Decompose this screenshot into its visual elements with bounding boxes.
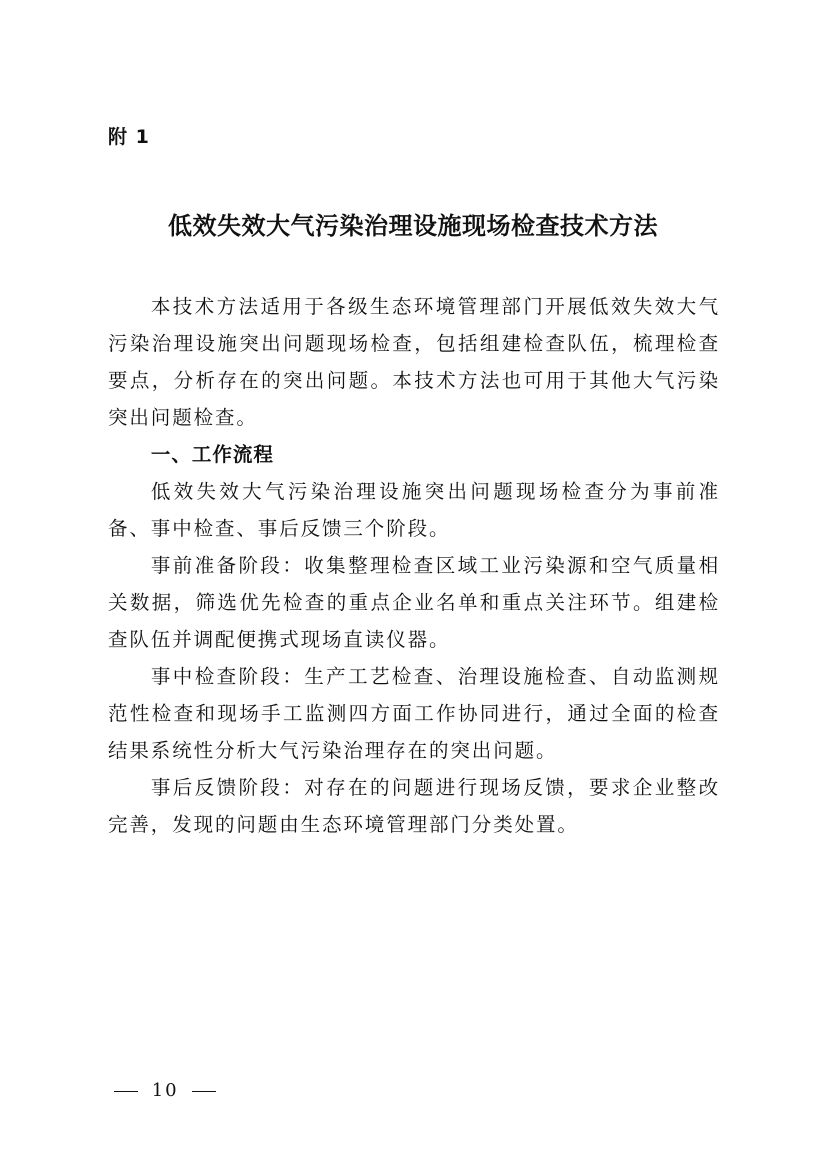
feedback-paragraph: 事后反馈阶段：对存在的问题进行现场反馈，要求企业整改完善，发现的问题由生态环境管理部门分类处置。 bbox=[108, 776, 720, 836]
inspection-paragraph: 事中检查阶段：生产工艺检查、治理设施检查、自动监测规范性检查和现场手工监测四方面工作协同进行，通过全面的检查结果系统性分析大气污染治理存在的突出问题。 bbox=[108, 665, 720, 762]
dash-right-icon bbox=[192, 1091, 216, 1092]
attachment-label: 附 1 bbox=[108, 126, 150, 148]
page-number: 10 bbox=[151, 1080, 179, 1101]
dash-left-icon bbox=[114, 1091, 138, 1092]
page-footer bbox=[108, 1080, 222, 1101]
intro-paragraph: 本技术方法适用于各级生态环境管理部门开展低效失效大气污染治理设施突出问题现场检查，包括组建检查队伍，梳理检查要点，分析存在的突出问题。本技术方法也可用于其他大气污染突出问题检查。 bbox=[108, 295, 720, 429]
section-heading: 一、工作流程 bbox=[150, 443, 274, 466]
preparation-paragraph: 事前准备阶段：收集整理检查区域工业污染源和空气质量相关数据，筛选优先检查的重点企业名单和重点关注环节。组建检查队伍并调配便携式现场直读仪器。 bbox=[108, 554, 720, 651]
workflow-paragraph: 低效失效大气污染治理设施突出问题现场检查分为事前准备、事中检查、事后反馈三个阶段。 bbox=[108, 480, 720, 540]
document-title: 低效失效大气污染治理设施现场检查技术方法 bbox=[168, 212, 658, 240]
document-body bbox=[108, 288, 720, 843]
